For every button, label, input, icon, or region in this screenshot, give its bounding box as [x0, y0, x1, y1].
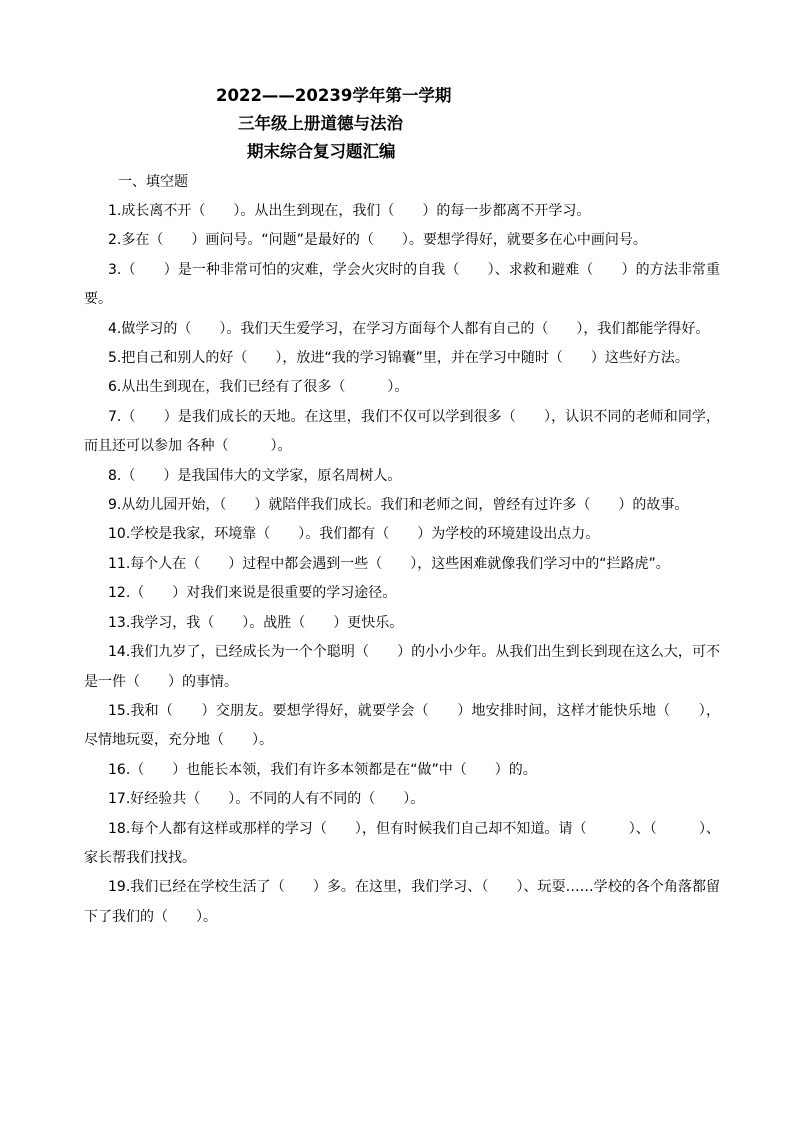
question-item: 13.我学习，我（ ）。战胜（ ）更快乐。: [108, 614, 404, 631]
question-item: 9.从幼儿园开始，（ ）就陪伴我们成长。我们和老师之间，曾经有过许多（ ）的故事。: [108, 497, 689, 514]
question-item: 5.把自己和别人的好（ ），放进“我的学习锦囊”里，并在学习中随时（ ）这些好方法。: [108, 350, 689, 367]
compilation-title: 期末综合复习题汇编: [247, 142, 396, 161]
question-item: 2.多在（ ）画问号。“问题”是最好的（ ）。要想学得好，就要多在心中画问号。: [108, 232, 647, 249]
section-heading: 一、填空题: [118, 174, 188, 190]
question-item: 15.我和（ ）交朋友。要想学得好，就要学会（ ）地安排时间，这样才能快乐地（ ），尽情地玩耍，充分地（ ）。: [84, 702, 720, 749]
question-list: [84, 197, 720, 932]
question-item: 4.做学习的（ ）。我们天生爱学习，在学习方面每个人都有自己的（ ），我们都能学得好。: [108, 320, 710, 337]
question-item: 16.（ ）也能长本领，我们有许多本领都是在“做”中（ ）的。: [108, 761, 537, 778]
question-item: 3.（ ）是一种非常可怕的灾难，学会火灾时的自我（ ）、求救和避难（ ）的方法非常重要。: [84, 261, 720, 308]
question-item: 8.（ ）是我国伟大的文学家，原名周树人。: [108, 467, 402, 484]
question-item: 1.成长离不开（ ）。从出生到现在，我们（ ）的每一步都离不开学习。: [108, 203, 591, 219]
question-item: 19.我们已经在学校生活了（ ）多。在这里，我们学习、（ ）、玩耍……学校的各个角落都留下了我们的（ ）。: [84, 879, 720, 925]
subject-title: 三年级上册道德与法治: [238, 114, 403, 133]
semester-title: 2022——20239学年第一学期: [216, 86, 452, 105]
question-item: 6.从出生到现在，我们已经有了很多（ ）。: [108, 379, 409, 396]
question-item: 7.（ ）是我们成长的天地。在这里，我们不仅可以学到很多（ ），认识不同的老师和同学，而且还可以参加 各种（ ）。: [84, 408, 720, 455]
question-item: 17.好经验共（ ）。不同的人有不同的（ ）。: [108, 791, 425, 808]
question-item: 14.我们九岁了，已经成长为一个个聪明（ ）的小小少年。从我们出生到长到现在这么大，可不是一件（ ）的事情。: [84, 644, 720, 690]
question-item: 18.每个人都有这样或那样的学习（ ），但有时候我们自己却不知道。请（ ）、（ ）、家长帮我们找找。: [84, 820, 720, 866]
question-item: 12.（ ）对我们来说是很重要的学习途径。: [108, 585, 397, 602]
title-block: [0, 82, 794, 166]
question-item: 10.学校是我家，环境靠（ ）。我们都有（ ）为学校的环境建设出点力。: [108, 526, 600, 543]
question-item: 11.每个人在（ ）过程中都会遇到一些（ ），这些困难就像我们学习中的“拦路虎”。: [108, 555, 670, 572]
